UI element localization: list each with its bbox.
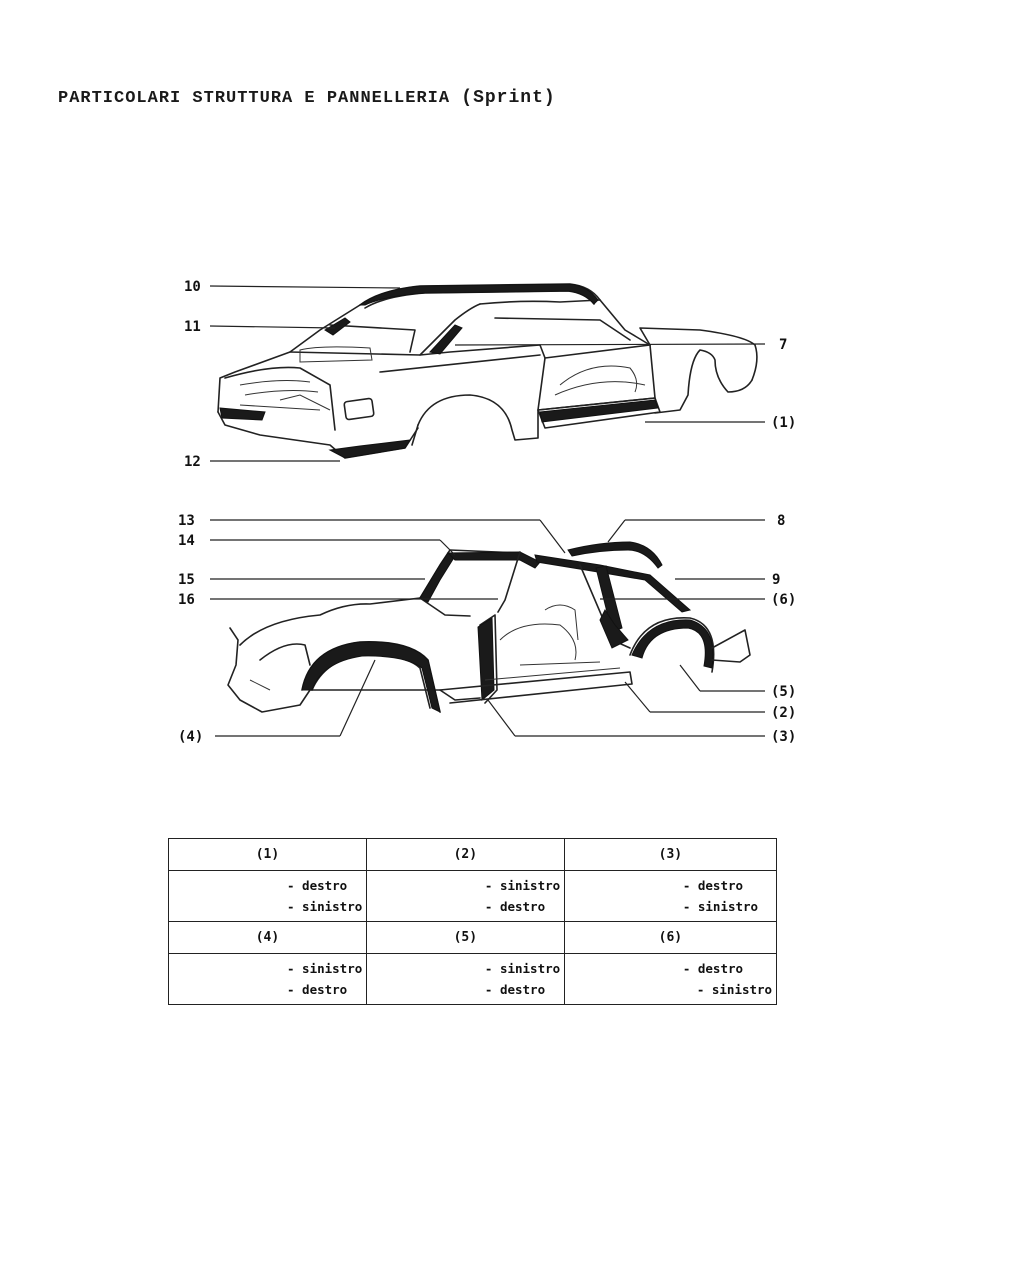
cell-line: - destro [484, 899, 546, 914]
table-cell-4 [169, 954, 367, 1005]
cell-line: - sinistro [287, 899, 363, 914]
callout-14: 14 [178, 533, 195, 549]
parts-side-table [168, 838, 777, 1005]
table-header-3: (3) [564, 839, 776, 871]
callout-6: (6) [771, 592, 797, 608]
callout-16: 16 [178, 592, 195, 608]
cell-line: - sinistro [682, 899, 759, 914]
exploded-structure-illustration [228, 542, 750, 712]
table-cell-2 [366, 871, 564, 922]
title-sub: (Sprint) [461, 88, 556, 108]
table-header-6: (6) [564, 922, 776, 954]
callout-2: (2) [771, 705, 797, 721]
callout-13: 13 [178, 513, 195, 529]
callout-3: (3) [771, 729, 797, 745]
cell-line: - sinistro [484, 878, 561, 893]
cell-line: - destro [287, 878, 348, 893]
table-cell-1 [169, 871, 367, 922]
cell-line: - destro [682, 961, 744, 976]
cell-line: - sinistro [696, 982, 773, 997]
table-cell-6 [564, 954, 776, 1005]
cell-line: - destro [287, 982, 348, 997]
callout-12: 12 [184, 454, 201, 470]
callout-10: 10 [184, 279, 201, 295]
callout-7: 7 [779, 337, 788, 353]
table-header-4: (4) [169, 922, 367, 954]
cell-line: - destro [682, 878, 744, 893]
table-header-5: (5) [366, 922, 564, 954]
callout-1: (1) [771, 415, 797, 431]
car-body-shell-illustration [218, 284, 757, 458]
callout-15: 15 [178, 572, 195, 588]
callout-4: (4) [178, 729, 204, 745]
title-main: PARTICOLARI STRUTTURA E PANNELLERIA [58, 89, 451, 108]
cell-line: - sinistro [484, 961, 561, 976]
cell-line: - sinistro [287, 961, 363, 976]
table-header-1: (1) [169, 839, 367, 871]
callout-11: 11 [184, 319, 201, 335]
callout-5: (5) [771, 684, 797, 700]
cell-line: - destro [484, 982, 546, 997]
table-cell-3 [564, 871, 776, 922]
callout-8: 8 [777, 513, 786, 529]
callout-9: 9 [772, 572, 781, 588]
table-header-2: (2) [366, 839, 564, 871]
table-cell-5 [366, 954, 564, 1005]
